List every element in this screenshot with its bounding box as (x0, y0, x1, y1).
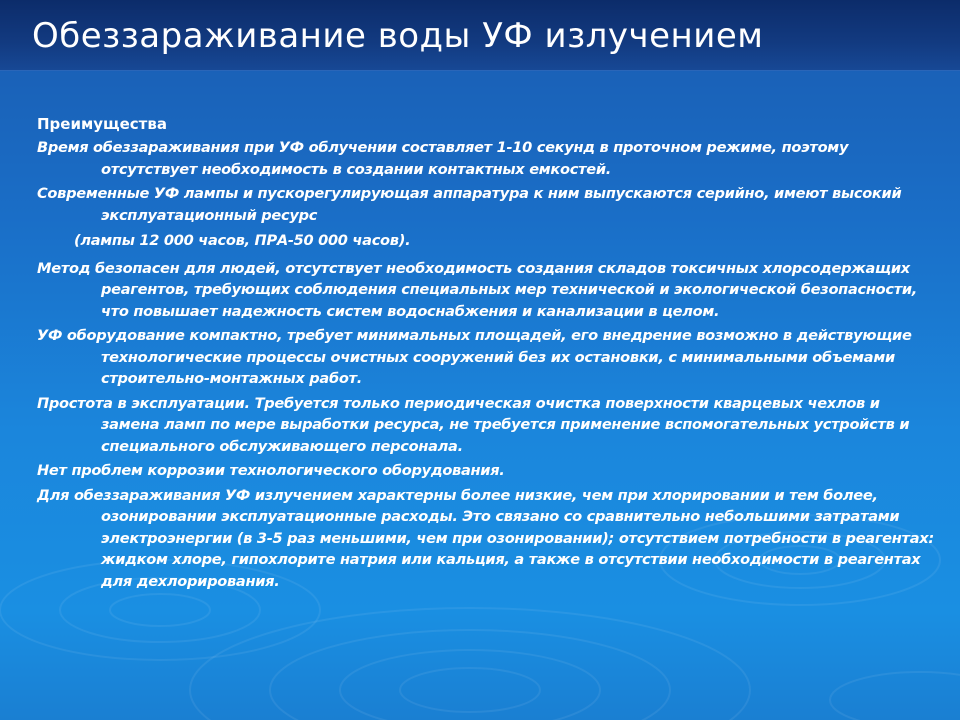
paragraph-lower-costs: Для обеззараживания УФ излучением характерны более низкие, чем при хлорировании и тем более, озонировании эксплуатационные расходы. Это связано со сравнительно небольшими затратами электроэнергии (в 3-5 раз меньшими, чем при озонировании); отсутствием потребности в реагентах: жидком хлоре, гипохлорите натрия или кальция, а также в отсутствии необходимости в реагентах для дехлорирования. (37, 486, 934, 590)
lamp-lifetime-note: (лампы 12 000 часов, ПРА-50 000 часов). (74, 232, 411, 249)
paragraph-no-corrosion: Нет проблем коррозии технологического оборудования. (37, 462, 505, 479)
slide-title: Обеззараживание воды УФ излучением (32, 16, 764, 56)
slide-body (37, 114, 937, 595)
paragraph-safety: Метод безопасен для людей, отсутствует необходимость создания складов токсичных хлорсодержащих реагентов, требующих соблюдения специальных мер технической и экологической безопасности, что повышает надежность систем водоснабжения и канализации в целом. (37, 259, 918, 320)
title-bar (0, 0, 960, 71)
paragraph-simple-operation: Простота в эксплуатации. Требуется только периодическая очистка поверхности кварцевых чехлов и замена ламп по мере выработки ресурса, не требуется применение вспомогательных устройств и специального обслуживающего персонала. (37, 394, 910, 455)
paragraph-lamps-serial: Современные УФ лампы и пускорегулирующая аппаратура к ним выпускаются серийно, имеют высокий эксплуатационный ресурс (37, 185, 902, 224)
advantages-heading: Преимущества (37, 115, 167, 133)
paragraph-compact: УФ оборудование компактно, требует минимальных площадей, его внедрение возможно в действующие технологические процессы очистных сооружений без их остановки, с минимальными объемами строительно-монтажных работ. (37, 327, 912, 387)
paragraph-processing-time: Время обеззараживания при УФ облучении составляет 1-10 секунд в проточном режиме, поэтому отсутствует необходимость в создании контактных емкостей. (37, 139, 849, 178)
